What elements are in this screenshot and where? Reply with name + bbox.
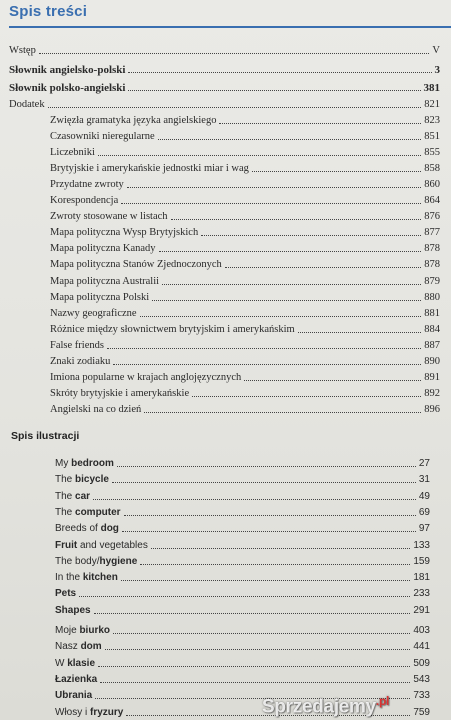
toc-entry-title: Korespondencja (50, 195, 119, 207)
dot-leader (159, 251, 422, 252)
dot-leader (112, 482, 416, 483)
illustration-title-pre: The (55, 490, 76, 502)
illustration-page: 509 (413, 657, 430, 669)
illustration-title-pre: The (55, 474, 76, 486)
toc-entry (50, 192, 440, 207)
toc-entry (9, 96, 440, 111)
illustration-entry (55, 471, 430, 486)
toc-entry-page: 877 (424, 227, 440, 239)
toc-entry-page: 860 (424, 179, 440, 191)
illustration-title-pre: Moje (55, 625, 80, 636)
toc-entry-title: Skróty brytyjskie i amerykańskie (50, 387, 190, 399)
illustration-title (55, 625, 110, 637)
toc-entry-page: 864 (424, 195, 440, 207)
toc-entry-title: Brytyjskie i amerykańskie jednostki miar i wag (50, 163, 249, 175)
dot-leader (140, 564, 410, 565)
illustration-page: 49 (418, 490, 430, 502)
toc-entry (50, 208, 440, 223)
illustration-page: 291 (413, 604, 430, 616)
page-title: Spis treści (9, 3, 88, 20)
illustration-title-keyword: bedroom (71, 458, 114, 469)
dot-leader (98, 666, 410, 667)
dot-leader (244, 380, 421, 381)
dot-leader (158, 139, 422, 140)
dot-leader (144, 412, 421, 413)
toc-entry-page: 881 (424, 307, 440, 319)
toc-entry-page: 851 (424, 131, 440, 143)
dot-leader (79, 596, 410, 597)
toc-entry-page: 884 (424, 323, 440, 335)
illustration-page: 27 (418, 458, 430, 469)
toc-entry (50, 160, 440, 175)
toc-entry (50, 240, 440, 255)
dot-leader (201, 235, 421, 236)
toc-entry (50, 224, 440, 239)
dot-leader (128, 90, 420, 91)
toc-entry-title: Mapa polityczna Kanady (50, 243, 156, 255)
dot-leader (48, 107, 422, 108)
illustration-page: 181 (413, 572, 430, 584)
toc-entry (50, 353, 440, 368)
illustration-title-keyword: hygiene (99, 555, 138, 567)
toc-entry-title: Nazwy geograficzne (50, 307, 137, 319)
toc-entry (9, 79, 440, 94)
dot-leader (122, 531, 416, 532)
illustration-page: 159 (413, 555, 430, 567)
toc-entry-title: Angielski na co dzień (50, 403, 142, 415)
toc-entry-page: 823 (424, 115, 440, 126)
toc-entry-page: 878 (424, 259, 440, 271)
illustrations-title: Spis ilustracji (11, 430, 80, 442)
illustration-title (55, 507, 121, 519)
illustration-entry (55, 622, 430, 637)
illustration-entry (55, 455, 430, 470)
illustration-title-keyword: dog (100, 523, 119, 535)
illustration-title-pre: Breeds of (55, 523, 101, 535)
toc-entry-page: 855 (424, 147, 440, 159)
illustration-page: 69 (418, 506, 430, 518)
dot-leader (98, 155, 421, 156)
illustration-title-keyword: Shapes (55, 604, 91, 616)
toc-entry-page: 887 (424, 339, 440, 351)
illustration-page: 403 (413, 625, 430, 636)
illustration-page: 543 (413, 673, 430, 685)
dot-leader (121, 580, 410, 581)
toc-entry-page: 878 (424, 243, 440, 255)
toc-entry-page: 890 (424, 355, 440, 367)
toc-entry (50, 321, 440, 336)
toc-entry (50, 144, 440, 159)
dot-leader (113, 633, 410, 634)
toc-entry-title: Zwięzła gramatyka języka angielskiego (50, 115, 217, 126)
illustration-page: 441 (413, 641, 430, 653)
illustration-entry (55, 655, 430, 670)
illustration-title (55, 458, 114, 470)
watermark: Sprzedajemy$^{.pl}$ (262, 694, 390, 718)
illustration-entry (55, 504, 430, 519)
illustration-page: 133 (413, 539, 430, 551)
toc-entry-page: 3 (434, 64, 440, 76)
illustration-title-keyword: klasie (67, 657, 96, 669)
toc-entry-page: 821 (424, 99, 440, 110)
toc-entry-title: Dodatek (9, 99, 45, 110)
dot-leader (107, 348, 421, 349)
illustration-entry (55, 569, 430, 584)
toc-entry-title: Imiona popularne w krajach anglojęzycznych (50, 371, 242, 383)
toc-entry (9, 61, 440, 76)
dot-leader (117, 466, 416, 467)
toc-entry (50, 385, 440, 400)
illustration-title (55, 588, 76, 600)
illustration-page: 759 (413, 706, 430, 718)
toc-entry (50, 112, 440, 127)
dot-leader (127, 187, 421, 188)
illustration-entry (55, 638, 430, 653)
dot-leader (162, 284, 421, 285)
illustration-page: 31 (418, 474, 430, 486)
dot-leader (152, 300, 421, 301)
illustration-title-keyword: car (75, 490, 91, 502)
illustration-title-pre: Włosy i (55, 706, 90, 718)
toc-entry-page: 381 (423, 82, 440, 94)
toc-entry-title: Liczebniki (50, 147, 95, 159)
dot-leader (128, 72, 431, 73)
illustration-page: 97 (418, 523, 430, 535)
illustration-title (55, 572, 118, 584)
toc-entry-title: Słownik angielsko-polski (9, 64, 126, 76)
toc-entry-page: 858 (424, 163, 440, 175)
illustration-entry (55, 520, 430, 535)
toc-entry-page: 879 (424, 275, 440, 287)
illustration-title-keyword: dom (80, 641, 102, 653)
toc-entry (50, 289, 440, 304)
illustration-title-keyword: computer (75, 506, 121, 518)
illustration-title-pre: The body/ (55, 555, 100, 567)
dot-leader (105, 649, 411, 650)
illustration-title (55, 523, 119, 535)
illustration-title-keyword: fryzury (90, 706, 124, 718)
illustration-title (55, 641, 102, 653)
toc-entry (50, 273, 440, 288)
toc-entry-page: 896 (424, 403, 440, 415)
illustration-title (55, 658, 95, 670)
toc-entry (50, 176, 440, 191)
illustration-title (55, 690, 92, 702)
toc-entry (50, 401, 440, 416)
dot-leader (124, 515, 416, 516)
dot-leader (94, 613, 411, 614)
toc-entry-title: Różnice między słownictwem brytyjskim i amerykańskim (50, 323, 295, 335)
illustration-title (55, 474, 109, 486)
toc-entry-title: Mapa polityczna Stanów Zjednoczonych (50, 259, 222, 271)
toc-entry (9, 42, 440, 57)
illustration-title-keyword: Fruit (55, 539, 78, 551)
dot-leader (252, 171, 421, 172)
illustration-entry (55, 488, 430, 503)
toc-entry-title: Mapa polityczna Australii (50, 275, 160, 287)
dot-leader (151, 548, 410, 549)
illustration-title (55, 605, 91, 617)
toc-entry (50, 337, 440, 352)
toc-entry-title: Mapa polityczna Wysp Brytyjskich (50, 227, 199, 239)
toc-entry-page: 880 (424, 291, 440, 303)
toc-entry (50, 305, 440, 320)
toc-entry-title: Znaki zodiaku (50, 355, 111, 367)
dot-leader (298, 332, 422, 333)
illustration-title (55, 491, 90, 503)
toc-entry-page: 876 (424, 211, 440, 223)
title-rule (9, 26, 451, 28)
dot-leader (140, 316, 422, 317)
illustration-title-pre: My (55, 458, 72, 469)
illustration-title-pre: In the (55, 572, 83, 584)
illustration-title (55, 674, 97, 686)
illustration-title-pre: Nasz (55, 641, 81, 653)
illustration-page: 233 (413, 588, 430, 600)
toc-entry-title: Przydatne zwroty (50, 179, 124, 191)
dot-leader (192, 396, 421, 397)
illustration-entry (55, 537, 430, 552)
toc-entry-title: Czasowniki nieregularne (50, 131, 155, 143)
toc-entry-title: Wstęp (9, 45, 36, 56)
illustration-title-keyword: Ubrania (55, 690, 93, 702)
illustration-title-keyword: Pets (55, 588, 77, 600)
toc-entry-page: 892 (424, 387, 440, 399)
illustration-title-keyword: Łazienka (55, 673, 98, 685)
toc-entry (50, 256, 440, 271)
toc-entry (50, 128, 440, 143)
illustration-title-pre: W (55, 657, 68, 669)
illustration-page: 733 (413, 690, 430, 702)
dot-leader (100, 682, 410, 683)
illustration-entry (55, 585, 430, 600)
toc-entry-title: False friends (50, 339, 104, 351)
illustration-title (55, 556, 137, 568)
illustration-title-keyword: biurko (79, 625, 111, 636)
toc-entry-page: 891 (424, 371, 440, 383)
illustration-title (55, 540, 148, 552)
illustration-title-keyword: bicycle (75, 474, 109, 486)
illustration-title-pre: The (55, 506, 76, 518)
toc-entry-title: Zwroty stosowane w listach (50, 211, 168, 223)
dot-leader (113, 364, 421, 365)
illustration-title-post: and vegetables (77, 539, 148, 551)
illustration-entry (55, 671, 430, 686)
toc-entry-title: Słownik polsko-angielski (9, 82, 126, 94)
dot-leader (171, 219, 422, 220)
toc-entry-title: Mapa polityczna Polski (50, 291, 150, 303)
dot-leader (121, 203, 421, 204)
illustration-entry (55, 553, 430, 568)
dot-leader (93, 499, 416, 500)
illustration-title (55, 707, 123, 719)
dot-leader (39, 53, 430, 54)
toc-entry (50, 369, 440, 384)
illustration-entry (55, 602, 430, 617)
dot-leader (219, 123, 421, 124)
illustration-title-keyword: kitchen (82, 572, 118, 584)
toc-entry-page: V (432, 45, 440, 56)
dot-leader (225, 267, 422, 268)
